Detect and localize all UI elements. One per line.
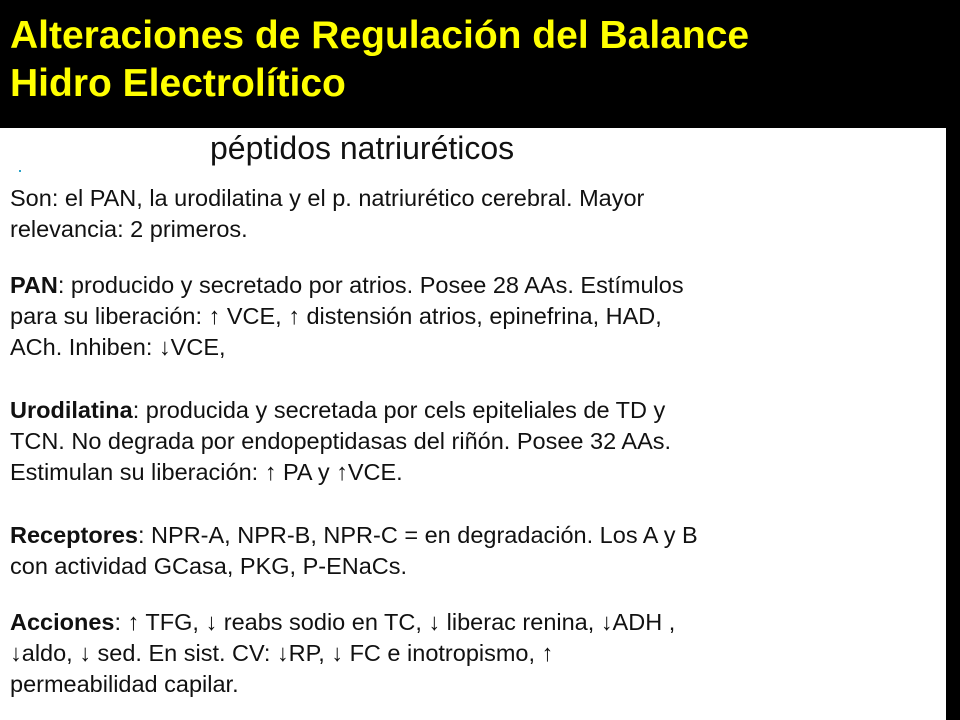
slide-title-line-1: Alteraciones de Regulación del Balance [10,14,750,57]
term-acciones: Acciones [10,609,115,635]
paragraph-line: Estimulan su liberación: ↑ PA y ↑VCE. [10,459,403,485]
paragraph-line: con actividad GCasa, PKG, P-ENaCs. [10,553,408,579]
paragraph-text: : ↑ TFG, ↓ reabs sodio en TC, ↓ liberac renina, ↓ADH , [114,609,676,635]
paragraph-pan [10,270,950,363]
paragraph-line: ↓aldo, ↓ sed. En sist. CV: ↓RP, ↓ FC e inotropismo, ↑ [10,640,554,666]
paragraph-line: Son: el PAN, la urodilatina y el p. natriurético cerebral. Mayor [10,185,645,211]
paragraph-line [10,607,950,638]
paragraph-receptores [10,520,950,582]
paragraph-line: relevancia: 2 primeros. [10,216,248,242]
paragraph-urodilatina [10,395,950,488]
section-subtitle: péptidos natriuréticos [210,130,515,166]
paragraph-line [10,520,950,551]
slide-title-line-2: Hidro Electrolítico [10,62,346,105]
paragraph-line: para su liberación: ↑ VCE, ↑ distensión atrios, epinefrina, HAD, [10,303,662,329]
paragraph-text: : producido y secretado por atrios. Posee 28 AAs. Estímulos [57,272,684,298]
paragraph-acciones [10,607,950,700]
paragraph-intro [10,183,950,245]
paragraph-line [10,270,950,301]
decorative-dot [19,170,21,172]
paragraph-line: permeabilidad capilar. [10,671,239,697]
paragraph-line: TCN. No degrada por endopeptidasas del riñón. Posee 32 AAs. [10,428,672,454]
paragraph-line [10,395,950,426]
term-receptores: Receptores [10,522,138,548]
title-bar [0,0,960,128]
slide-title [10,12,950,108]
paragraph-text: : NPR-A, NPR-B, NPR-C = en degradación. Los A y B [138,522,698,548]
term-urodilatina: Urodilatina [10,397,133,423]
paragraph-line: ACh. Inhiben: ↓VCE, [10,334,226,360]
paragraph-text: : producida y secretada por cels epiteliales de TD y [132,397,666,423]
term-pan: PAN [10,272,58,298]
